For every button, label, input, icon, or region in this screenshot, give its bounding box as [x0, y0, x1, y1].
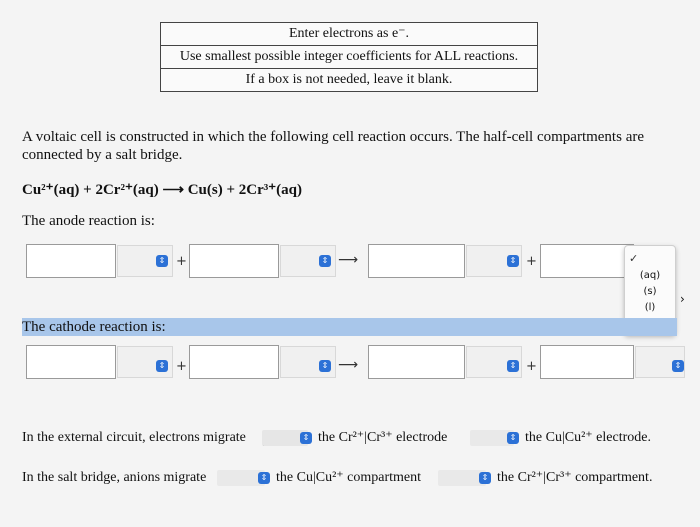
cathode-coef-box-2[interactable] — [189, 345, 279, 379]
chevron-icon[interactable]: ⇕ — [258, 472, 270, 484]
anions-option-1: the Cu|Cu²⁺ compartment — [276, 470, 422, 485]
problem-intro: A voltaic cell is constructed in which the following cell reaction occurs. The half-cell compartments are connected by a salt bridge. — [22, 129, 645, 163]
anode-label: The anode reaction is: — [22, 213, 155, 229]
reaction-arrow: ⟶ — [338, 252, 359, 268]
electrons-question: In the external circuit, electrons migrate — [22, 430, 246, 445]
cathode-coef-box-1[interactable] — [26, 345, 116, 379]
check-icon: ✓ — [629, 252, 639, 265]
chevron-icon[interactable]: ⇕ — [156, 255, 168, 267]
chevron-icon[interactable]: ⇕ — [507, 255, 519, 267]
plus-sign: + — [526, 359, 537, 374]
plus-sign: + — [176, 254, 187, 269]
electrons-option-2: the Cu|Cu²⁺ electrode. — [525, 430, 651, 445]
chevron-icon[interactable]: ⇕ — [156, 360, 168, 372]
cathode-label: The cathode reaction is: — [22, 319, 166, 335]
cathode-coef-box-3[interactable] — [368, 345, 465, 379]
cathode-coef-box-4[interactable] — [540, 345, 634, 379]
plus-sign: + — [526, 254, 537, 269]
anions-question: In the salt bridge, anions migrate — [22, 470, 207, 485]
cell-reaction: Cu²⁺(aq) + 2Cr²⁺(aq) ⟶ Cu(s) + 2Cr³⁺(aq) — [22, 182, 302, 198]
plus-sign: + — [176, 359, 187, 374]
anode-coef-box-2[interactable] — [189, 244, 279, 278]
anode-coef-box-4[interactable] — [540, 244, 634, 278]
instruction-coefficients: Use smallest possible integer coefficients for ALL reactions. — [161, 46, 537, 69]
chevron-icon[interactable]: ⇕ — [319, 255, 331, 267]
instructions-table — [160, 22, 538, 92]
chevron-icon[interactable]: ⇕ — [507, 432, 519, 444]
dropdown-option-aq[interactable]: (aq) — [639, 270, 661, 281]
chevron-right-icon[interactable]: › — [680, 292, 685, 306]
instruction-blank: If a box is not needed, leave it blank. — [245, 72, 453, 87]
electrons-option-1: the Cr²⁺|Cr³⁺ electrode — [318, 430, 448, 445]
reaction-arrow: ⟶ — [338, 357, 359, 373]
chevron-icon[interactable]: ⇕ — [479, 472, 491, 484]
chevron-icon[interactable]: ⇕ — [319, 360, 331, 372]
chevron-icon[interactable]: ⇕ — [672, 360, 684, 372]
anode-coef-box-1[interactable] — [26, 244, 116, 278]
dropdown-option-l[interactable]: (l) — [644, 302, 656, 313]
anions-option-2: the Cr²⁺|Cr³⁺ compartment. — [497, 470, 653, 485]
chevron-icon[interactable]: ⇕ — [507, 360, 519, 372]
dropdown-option-s[interactable]: (s) — [643, 286, 657, 297]
chevron-icon[interactable]: ⇕ — [300, 432, 312, 444]
instruction-electrons: Enter electrons as e⁻. — [161, 23, 537, 46]
anode-coef-box-3[interactable] — [368, 244, 465, 278]
